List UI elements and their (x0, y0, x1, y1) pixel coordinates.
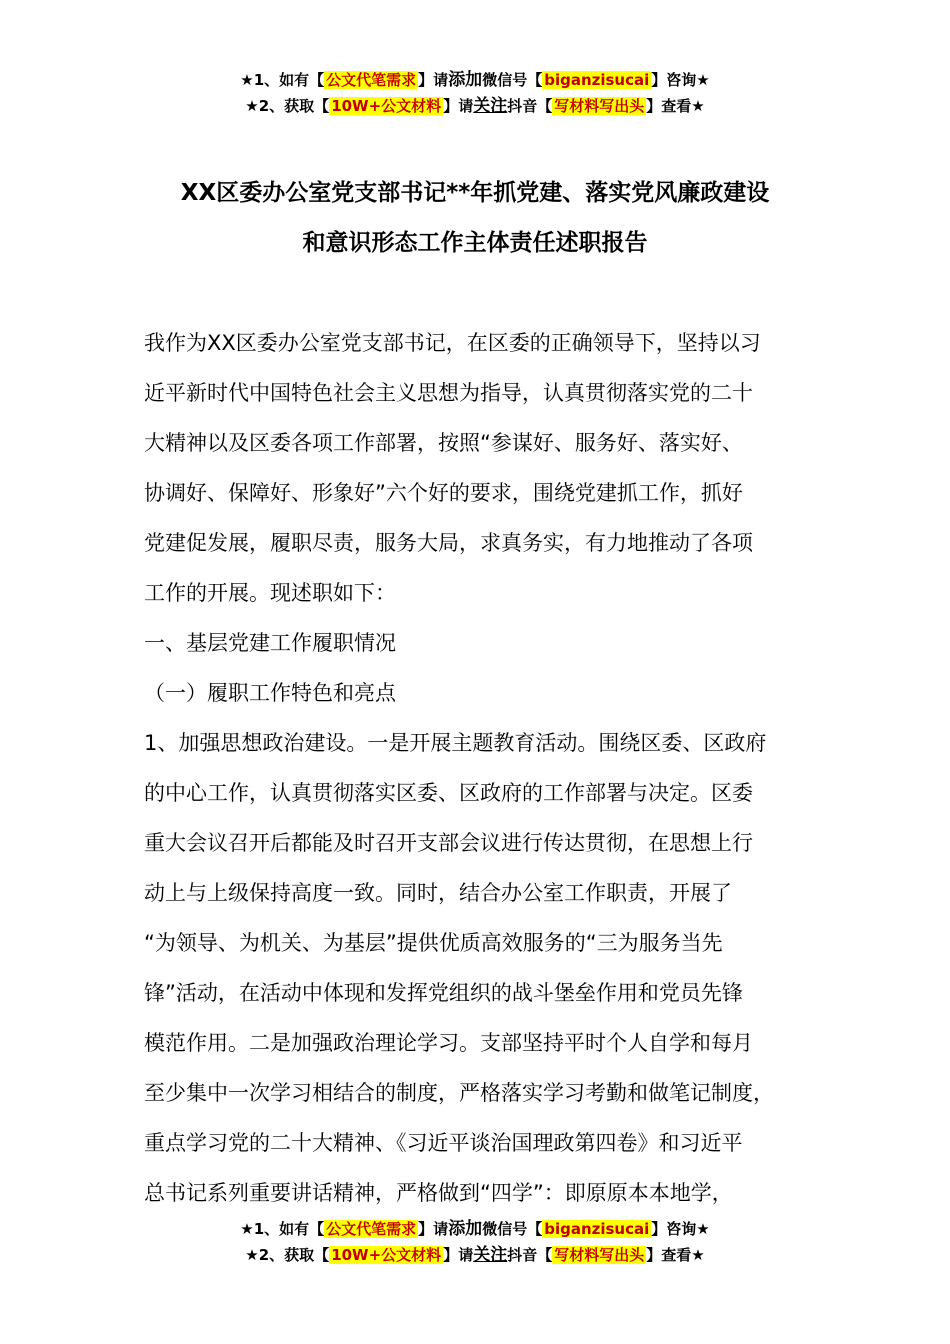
banner-emphasis: 关注 (473, 1245, 508, 1265)
banner-emphasis: 添加 (448, 1219, 483, 1239)
banner-text: 】请 (443, 97, 474, 115)
body-line: 协调好、保障好、形象好”六个好的要求，围绕党建抓工作，抓好 (144, 481, 743, 505)
banner-text: ★1、如有【 (240, 71, 325, 89)
banner-text: 】查看★ (646, 97, 705, 115)
highlight-douyin: 写材料写出头 (554, 97, 645, 115)
banner-text: 抖音【 (507, 97, 553, 115)
body-line: 动上与上级保持高度一致。同时，结合办公室工作职责，开展了 (144, 881, 732, 905)
body-line: 工作的开展。现述职如下： (144, 581, 396, 605)
banner-text: ★2、获取【 (245, 97, 330, 115)
banner-text: 抖音【 (507, 1246, 553, 1264)
banner-emphasis: 关注 (473, 96, 508, 116)
bottom-banner (0, 1216, 950, 1268)
banner-text: ★1、如有【 (240, 1220, 325, 1238)
body-line: 锋”活动，在活动中体现和发挥党组织的战斗堡垒作用和党员先锋 (144, 981, 743, 1005)
title-line-1: XX区委办公室党支部书记**年抓党建、落实党风廉政建设 (180, 180, 770, 206)
subsection-heading: （一）履职工作特色和亮点 (144, 681, 396, 705)
body-line: 大精神以及区委各项工作部署，按照“参谋好、服务好、落实好、 (144, 431, 743, 455)
document-title (0, 168, 950, 268)
highlight-wechat-id: biganzisucai (544, 1220, 650, 1238)
banner-text: ★2、获取【 (245, 1246, 330, 1264)
banner-emphasis: 添加 (448, 70, 483, 90)
banner-text: 微信号【 (482, 1220, 543, 1238)
banner-line-1 (0, 67, 950, 93)
body-line: “为领导、为机关、为基层”提供优质高效服务的“三为服务当先 (144, 931, 723, 955)
highlight-service: 公文代笔需求 (326, 1220, 417, 1238)
banner-line-2 (0, 1242, 950, 1268)
top-banner (0, 67, 950, 119)
body-line: 总书记系列重要讲话精神，严格做到“四学”：即原原本本地学， (144, 1181, 733, 1205)
body-line: 至少集中一次学习相结合的制度，严格落实学习考勤和做笔记制度， (144, 1081, 774, 1105)
title-line-2: 和意识形态工作主体责任述职报告 (302, 230, 648, 256)
banner-text: 微信号【 (482, 71, 543, 89)
banner-text: 】请 (418, 1220, 449, 1238)
banner-text: 】咨询★ (651, 71, 710, 89)
highlight-douyin: 写材料写出头 (554, 1246, 645, 1264)
highlight-materials: 10W+公文材料 (331, 97, 442, 115)
body-line: 的中心工作，认真贯彻落实区委、区政府的工作部署与决定。区委 (144, 781, 753, 805)
body-line: 我作为XX区委办公室党支部书记，在区委的正确领导下，坚持以习 (144, 331, 761, 355)
highlight-wechat-id: biganzisucai (544, 71, 650, 89)
section-heading: 一、基层党建工作履职情况 (144, 631, 396, 655)
banner-text: 】咨询★ (651, 1220, 710, 1238)
banner-text: 】查看★ (646, 1246, 705, 1264)
body-line: 党建促发展，履职尽责，服务大局，求真务实，有力地推动了各项 (144, 531, 753, 555)
banner-line-2 (0, 93, 950, 119)
highlight-service: 公文代笔需求 (326, 71, 417, 89)
banner-text: 】请 (418, 71, 449, 89)
banner-text: 】请 (443, 1246, 474, 1264)
body-line: 重点学习党的二十大精神、《习近平谈治国理政第四卷》和习近平 (144, 1131, 743, 1155)
body-line: 模范作用。二是加强政治理论学习。支部坚持平时个人自学和每月 (144, 1031, 753, 1055)
banner-line-1 (0, 1216, 950, 1242)
highlight-materials: 10W+公文材料 (331, 1246, 442, 1264)
body-line: 近平新时代中国特色社会主义思想为指导，认真贯彻落实党的二十 (144, 381, 753, 405)
body-line: 重大会议召开后都能及时召开支部会议进行传达贯彻，在思想上行 (144, 831, 753, 855)
body-line: 1、加强思想政治建设。一是开展主题教育活动。围绕区委、区政府 (144, 731, 767, 755)
document-body (144, 318, 824, 1218)
